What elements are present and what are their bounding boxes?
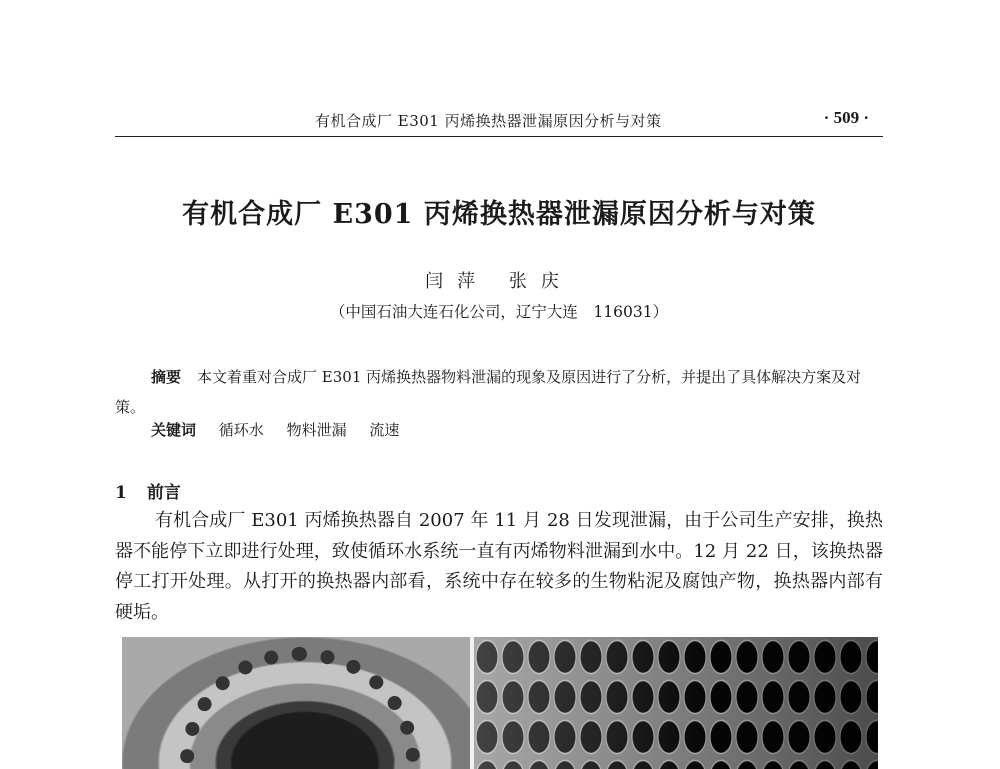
exchanger-shell-photo <box>122 637 474 769</box>
running-header <box>115 108 883 137</box>
keywords <box>151 419 881 440</box>
keyword: 流速 <box>369 421 400 439</box>
keyword: 循环水 <box>218 421 264 439</box>
paper-title: 有机合成厂 E301 丙烯换热器泄漏原因分析与对策 <box>182 199 816 230</box>
abstract-text: 本文着重对合成厂 E301 丙烯换热器物料泄漏的现象及原因进行了分析，并提出了具体解决方案及对策。 <box>115 368 862 416</box>
abstract <box>115 362 883 422</box>
authors: 闫萍 张庆 <box>425 271 573 292</box>
running-title: 有机合成厂 E301 丙烯换热器泄漏原因分析与对策 <box>315 112 662 130</box>
keywords-label: 关键词 <box>151 421 197 439</box>
heat-exchanger-photo <box>122 637 878 769</box>
section-title: 前言 <box>146 483 181 503</box>
abstract-label: 摘要 <box>151 368 182 386</box>
tube-sheet-shading <box>474 637 878 769</box>
shell-flange-bolts <box>180 647 420 769</box>
page-number: · 509 · <box>823 108 869 127</box>
section-heading <box>115 478 181 503</box>
tube-sheet-photo <box>474 637 878 769</box>
affiliation: （中国石油大连石化公司，辽宁大连 116031） <box>329 303 669 321</box>
keyword: 物料泄漏 <box>286 421 347 439</box>
section-number: 1 <box>115 483 127 503</box>
body-paragraph: 有机合成厂 E301 丙烯换热器自 2007 年 11 月 28 日发现泄漏，由于公司生产安排，换热器不能停下立即进行处理，致使循环水系统一直有丙烯物料泄漏到水中。12 月 22 日，该换热器停工打开处理。从打开的换热器内部看，系统中存在较多的生物粘泥及腐蚀产物，换热器内部有硬垢。 <box>115 510 883 623</box>
